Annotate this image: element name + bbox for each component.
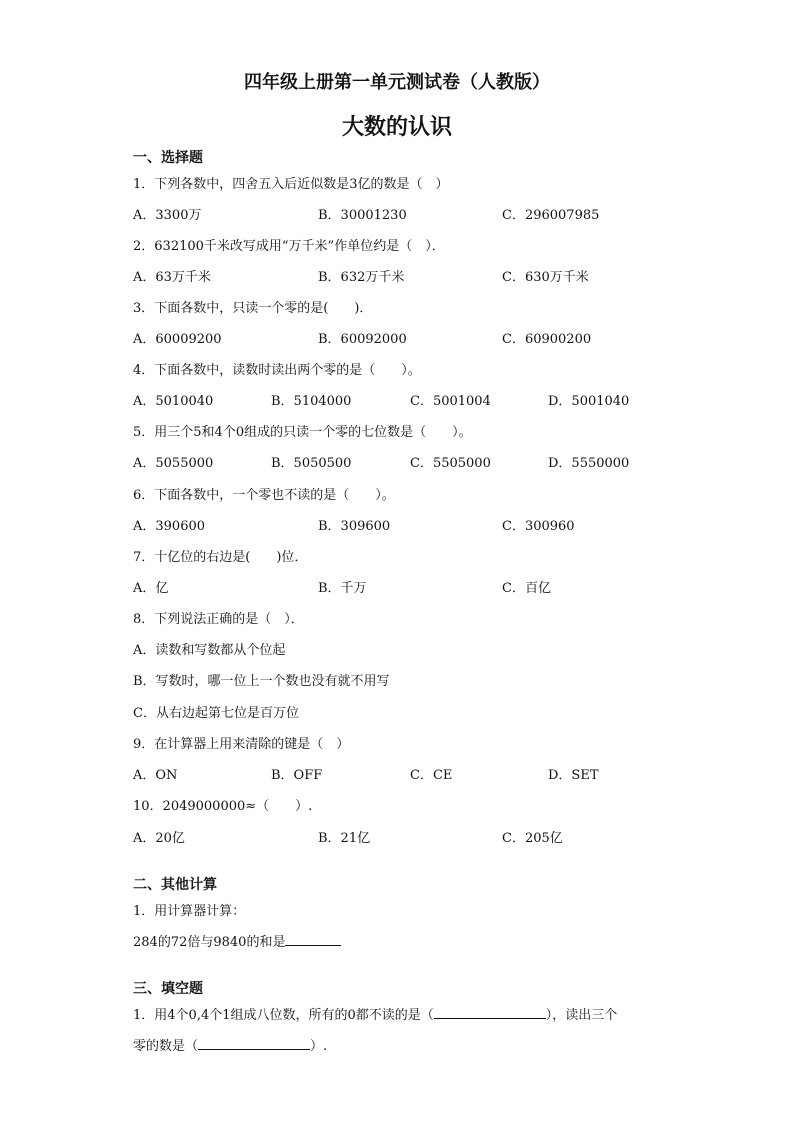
calc-question-1-text: 284的72倍与9840的和是 (133, 935, 286, 950)
option-6c: C．300960 (502, 519, 575, 534)
option-4b: B．5104000 (271, 394, 352, 409)
answer-blank[interactable] (434, 1004, 546, 1019)
question-1: 1．下列各数中，四舍五入后近似数是3亿的数是（ ） (133, 177, 449, 192)
option-5a: A．5055000 (133, 456, 214, 471)
option-4d: D．5001040 (548, 394, 630, 409)
option-9c: C．CE (410, 768, 453, 783)
section-heading-fill: 三、填空题 (133, 981, 203, 997)
exam-title: 四年级上册第一单元测试卷（人教版） (244, 72, 550, 93)
option-7b: B．千万 (318, 581, 367, 596)
option-3b: B．60092000 (318, 332, 407, 347)
exam-subtitle: 大数的认识 (341, 115, 452, 140)
question-8: 8．下列说法正确的是（ ）． (133, 612, 304, 627)
option-2a: A．63万千米 (133, 270, 211, 285)
question-9: 9．在计算器上用来清除的键是（ ） (133, 737, 350, 752)
option-4c: C．5001004 (410, 394, 491, 409)
question-5: 5．用三个5和4个0组成的只读一个零的七位数是（ ）。 (133, 425, 472, 440)
question-10: 10．2049000000≈（ ）. (133, 799, 313, 814)
fill-question-1-part1: 1．用4个0,4个1组成八位数，所有的0都不读的是（ (133, 1008, 434, 1023)
option-10c: C．205亿 (502, 831, 563, 846)
option-6b: B．309600 (318, 519, 391, 534)
option-1b: B．30001230 (318, 208, 407, 223)
option-9b: B．OFF (271, 768, 323, 783)
question-4: 4．下面各数中，读数时读出两个零的是（ ）。 (133, 363, 421, 378)
option-3c: C．60900200 (502, 332, 592, 347)
fill-question-1-part3: 零的数是（ (133, 1039, 199, 1054)
option-10b: B．21亿 (318, 831, 371, 846)
fill-question-1-part4: ）. (310, 1039, 328, 1054)
option-7c: C．百亿 (502, 581, 551, 596)
section-heading-calc: 二、其他计算 (133, 877, 217, 893)
option-5d: D．5550000 (548, 456, 630, 471)
answer-blank[interactable] (198, 1035, 310, 1050)
option-7a: A．亿 (133, 581, 169, 596)
question-3: 3．下面各数中，只读一个零的是( )． (133, 301, 373, 316)
option-2b: B．632万千米 (318, 270, 405, 285)
option-3a: A．60009200 (133, 332, 222, 347)
option-9a: A．ON (133, 768, 178, 783)
option-2c: C．630万千米 (502, 270, 589, 285)
question-2: 2．632100千米改写成用“万千米”作单位约是（ ）． (133, 239, 445, 254)
option-6a: A．390600 (133, 519, 206, 534)
option-1c: C．296007985 (502, 208, 600, 223)
option-10a: A．20亿 (133, 831, 185, 846)
question-7: 7．十亿位的右边是( )位． (133, 550, 308, 565)
section-heading-choice: 一、选择题 (133, 150, 203, 166)
fill-question-1-part2: ），读出三个 (545, 1008, 618, 1023)
option-1a: A．3300万 (133, 208, 202, 223)
option-8c: C．从右边起第七位是百万位 (133, 706, 299, 721)
option-5b: B．5050500 (271, 456, 352, 471)
calc-question-1: 1．用计算器计算： (133, 904, 246, 919)
question-6: 6．下面各数中，一个零也不读的是（ ）。 (133, 488, 395, 503)
fill-question-1-line2 (133, 1035, 327, 1054)
answer-blank[interactable] (285, 931, 341, 946)
calc-question-1-line (133, 931, 341, 950)
option-8b: B．写数时，哪一位上一个数也没有就不用写 (133, 674, 390, 689)
option-9d: D．SET (548, 768, 599, 783)
fill-question-1-line1 (133, 1004, 617, 1023)
option-4a: A．5010040 (133, 394, 214, 409)
option-5c: C．5505000 (410, 456, 491, 471)
option-8a: A．读数和写数都从个位起 (133, 643, 286, 658)
